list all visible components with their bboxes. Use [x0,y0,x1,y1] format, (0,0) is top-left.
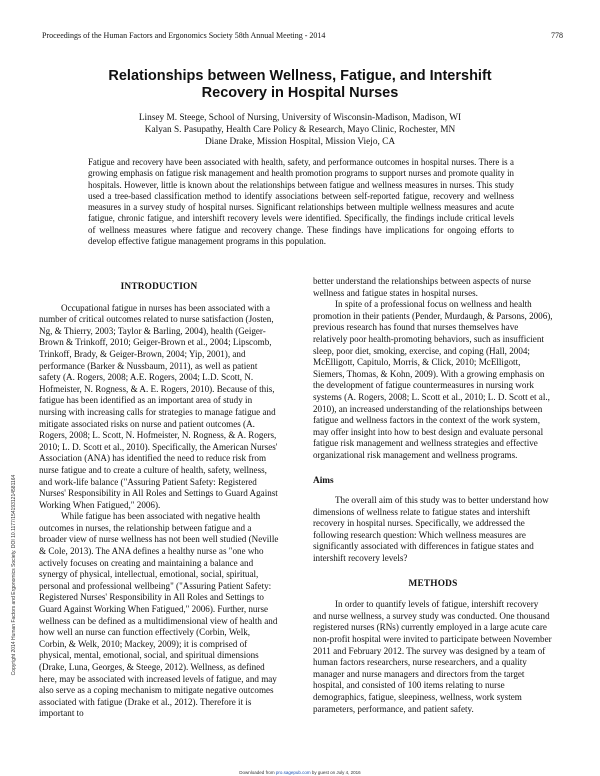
right-column [313,276,553,715]
aims-paragraph: The overall aim of this study was to better understand how dimensions of wellness relate to fatigue states and intershift recovery in hospital nurses. Specifically, we addressed the following research question: Which wellness measures are significantly associated with differences in fatigue states and intershift recovery levels? [313,495,549,564]
author-block [60,112,540,148]
footer-link[interactable]: pro.sagepub.com [275,770,311,775]
introduction-paragraph-continued: better understand the relationships between aspects of nurse wellness and fatigue states in hospital nurses. [313,276,531,298]
copyright-stamp-text: Copyright 2014 Human Factors and Ergonomics Society. DOI 10.1177/1541931214581164 [11,474,17,676]
introduction-paragraph-1: Occupational fatigue in nurses has been associated with a number of critical outcomes related to nurse satisfaction (Josten, Ng, & Thierry, 2003; Taylor & Barling, 2004), health (Geiger-Brown & Trinkoff, 2010; Geiger-Brown et al., 2004; Lipscomb, Trinkoff, Brady, & Geiger-Brown, 2004; Yip, 2001), and performance (Barker & Nussbaum, 2011), as well as patient safety (A. Rogers, 2008; A.E. Rogers, 2004; L.D. Scott, N. Hofmeister, N. Rogness, & A. E. Rogers, 2010). Because of this, fatigue has been identified as an important area of study in nursing with increasing calls for strategies to manage fatigue and mitigate associated risks on nurse and patient outcomes (A. Rogers, 2008; L. Scott, N. Hofmeister, N. Rogness, & A. Rogers, 2010; L. D. Scott et al., 2010). Specifically, the American Nurses' Association (ANA) has identified the need to reduce risk from nurse fatigue and to create a culture of health, safety, wellness, and work-life balance ("Assuring Patient Safety: Registered Nurses' Responsibility in All Roles and Settings to Guard Against Working When Fatigued," 2006). [39,302,278,510]
copyright-stamp [8,410,20,740]
running-head [42,31,563,40]
introduction-heading: INTRODUCTION [120,282,198,292]
introduction-paragraph-3: In spite of a professional focus on wellness and health promotion in their patients (Pender, Murdaugh, & Parsons, 2006), previous research has found that nurses themselves have relatively poor health-promoting behaviors, such as insufficient sleep, poor diet, smoking, exercise, and coping (Hall, 2004; McElligott, Capitulo, Morris, & Click, 2010; McElligott, Siemers, Thomas, & Kohn, 2009). With a growing emphasis on the development of fatigue countermeasures in nursing work systems (A. Rogers, 2008; L. Scott et al., 2010; L. D. Scott et al., 2010), an increased understanding of the relationships between fatigue and wellness factors in the context of the work system, may offer insight into how to best design and evaluate personal fatigue risk management and wellness strategies and effective organizational risk management and wellness programs. [313,299,553,460]
title-line-1: Relationships between Wellness, Fatigue, and Intershift [108,68,492,84]
abstract: Fatigue and recovery have been associated with health, safety, and performance outcomes in hospital nurses. There is a growing emphasis on fatigue risk management and health promotion programs to support nurses and promote quality in hospitals. However, little is known about the relationships between fatigue and wellness measures in nurses. This study used a tree-based classification method to identify associations between self-reported fatigue, recovery and wellness measures in a survey study of hospital nurses. Significant relationships between multiple wellness measures and acute fatigue, chronic fatigue, and intershift recovery levels were identified. Specifically, the findings include critical levels of wellness measures where fatigue and recovery change. These findings have implications for ongoing efforts to develop effective fatigue management programs in this population. [88,157,514,247]
footer-suffix: by guest on July 4, 2016 [311,770,361,775]
page-number: 778 [551,31,563,40]
author-1: Linsey M. Steege, School of Nursing, University of Wisconsin-Madison, Madison, WI [138,113,462,123]
paper-title [60,68,540,102]
introduction-paragraph-2: While fatigue has been associated with negative health outcomes in nurses, the relationship between fatigue and a broader view of nurse wellness has not been well studied (Neville & Cole, 2013). The ANA defines a healthy nurse as "one who actively focuses on creating and maintaining a balance and synergy of physical, intellectual, emotional, social, spiritual, personal and professional wellbeing" ("Assuring Patient Safety: Registered Nurses' Responsibility in All Roles and Settings to Guard Against Working When Fatigued," 2006). Further, nurse wellness can be defined as a multidimensional view of health and how well an nurse can function effectively (Corbin, Welk, Corbin, & Welk, 2010; Mackey, 2009); it is comprised of physical, mental, emotional, social, and spiritual dimensions (Drake, Luna, Georges, & Steege, 2012). Wellness, as defined here, may be associated with increased levels of fatigue, and may also serve as a coping mechanism to mitigate negative outcomes associated with fatigue (Drake et al., 2012). Therefore it is important to [39,511,279,719]
methods-heading: METHODS [408,578,458,589]
author-3: Diane Drake, Mission Hospital, Mission Viejo, CA [204,137,396,147]
proceedings-name: Proceedings of the Human Factors and Ergonomics Society 58th Annual Meeting - 2014 [42,31,326,40]
footer-prefix: Downloaded from [239,770,275,775]
left-column [39,282,279,720]
aims-heading: Aims [313,475,334,486]
download-footer [0,770,600,775]
title-line-2: Recovery in Hospital Nurses [201,85,399,101]
author-2: Kalyan S. Pasupathy, Health Care Policy & Research, Mayo Clinic, Rochester, MN [144,125,456,135]
methods-paragraph: In order to quantify levels of fatigue, intershift recovery and nurse wellness, a survey study was conducted. One thousand registered nurses (RNs) currently employed in a large acute care non-profit hospital were invited to participate between November 2011 and February 2012. The survey was designed by a team of human factors researchers, nurse researchers, and a quality manager and nurse managers and directors from the target hospital, and consisted of 100 items relating to nurse demographics, fatigue, sleepiness, wellness, work system parameters, performance, and patient safety. [313,599,552,714]
